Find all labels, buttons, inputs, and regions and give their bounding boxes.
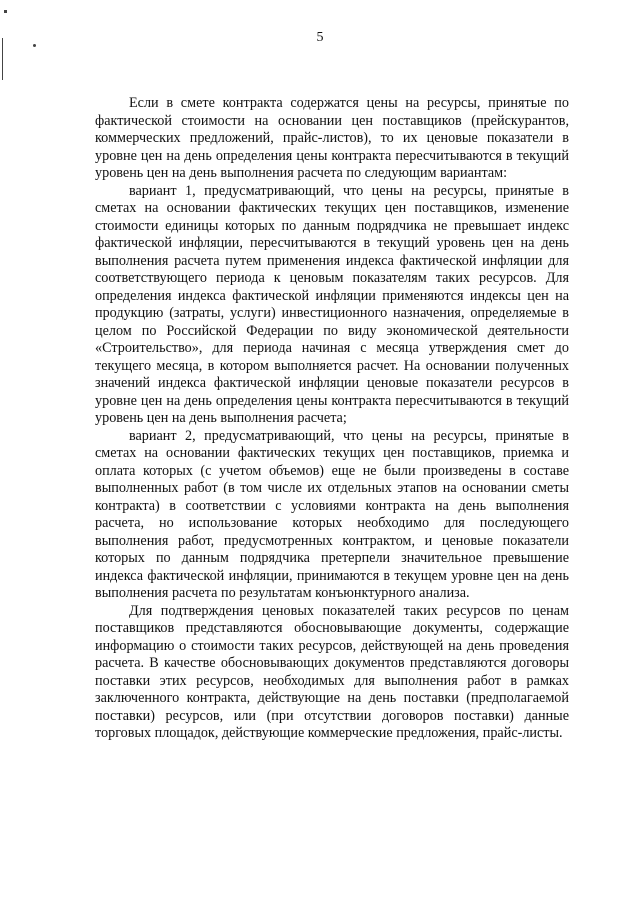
paragraph-intro: Если в смете контракта содержатся цены на ресурсы, принятые по фактической стоимости на основании цен поставщиков (прейскурантов, коммерческих предложений, прайс-листов), то их ценовые показатели в уровне цен на день определения цены контракта пересчитываются в текущий уровень цен на день выполнения расчета по следующим вариантам: (95, 95, 569, 181)
document-body (95, 95, 569, 743)
paragraph-supporting-documents: Для подтверждения ценовых показателей таких ресурсов по ценам поставщиков представляются обосновывающие документы, содержащие информацию о стоимости таких ресурсов, действующей на день проведения расчета. В качестве обосновывающих документов представляются договоры поставки этих ресурсов, необходимых для выполнения работ в рамках заключенного контракта, действующие на день поставки (предполагаемой поставки) ресурсов, или (при отсутствии договоров поставки) данные торговых площадок, действующие коммерческие предложения, прайс-листы. (95, 602, 569, 741)
margin-dot-top (4, 10, 7, 13)
paragraph-variant-2: вариант 2, предусматривающий, что цены на ресурсы, принятые в сметах на основании фактических текущих цен поставщиков, приемка и оплата которых (с учетом объемов) еще не были произведены в составе выполненных работ (в том числе их отдельных этапов на основании сметы контракта) в соответствии с условиями контракта на день выполнения расчета, но использование которых необходимо для последующего выполнения работ, предусмотренных контрактом, и ценовые показатели которых по данным подрядчика претерпели значительное превышение индекса фактической инфляции, принимаются в текущем уровне цен на день выполнения расчета по результатам конъюнктурного анализа. (95, 427, 569, 601)
paragraph-variant-1: вариант 1, предусматривающий, что цены на ресурсы, принятые в сметах на основании фактических текущих цен поставщиков, изменение стоимости единицы которых по данным подрядчика не превышает индекс фактической инфляции, пересчитываются в текущий уровень цен на день выполнения расчета путем применения индекса фактической инфляции для соответствующего периода к ценовым показателям таких ресурсов. Для определения индекса фактической инфляции применяются индексы цен на продукцию (затраты, услуги) инвестиционного назначения, определяемые в целом по Российской Федерации по виду экономической деятельности «Строительство», для периода начиная с месяца утверждения смет до текущего месяца, в котором выполняется расчет. На основании полученных значений индекса фактической инфляции ценовые показатели ресурсов в уровне цен на день определения цены контракта пересчитываются в текущий уровень цен на день выполнения расчета; (95, 182, 569, 426)
page-number: 5 (316, 30, 324, 45)
